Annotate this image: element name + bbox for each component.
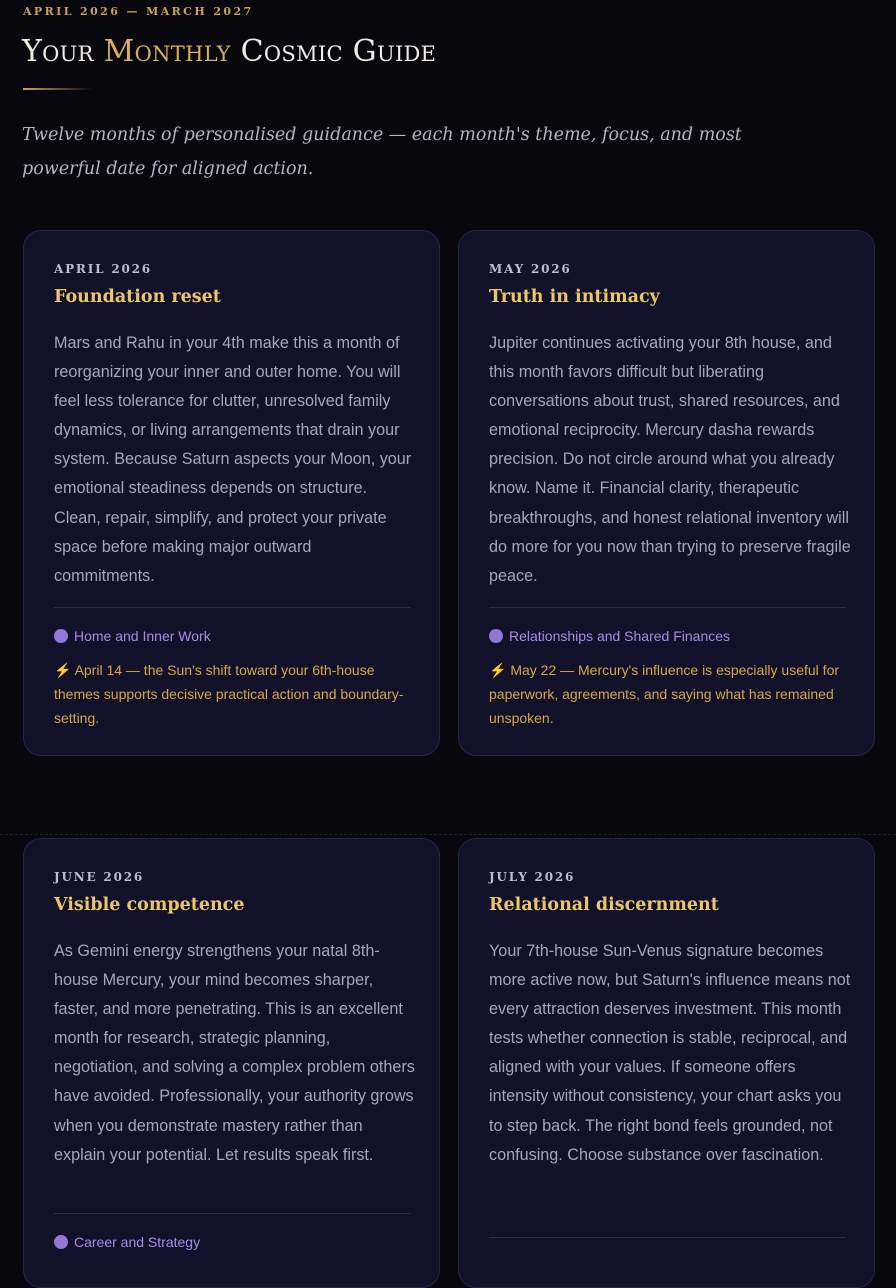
month-title: Relational discernment <box>489 895 719 915</box>
power-date-text: May 22 — Mercury's influence is especially useful for paperwork, agreements, and saying what has remained unspoken. <box>489 662 840 726</box>
month-label: MAY 2026 <box>489 262 572 276</box>
title-part-1: Your <box>22 34 104 69</box>
power-date <box>489 658 854 730</box>
month-label: JUNE 2026 <box>54 870 145 884</box>
month-body: Your 7th-house Sun-Venus signature becomes more active now, but Saturn's influence means not every attraction deserves investment. This month tests whether connection is stable, reciprocal, and aligned with your values. If someone offers intensity without consistency, your chart asks you to step back. The right bond feels grounded, not confusing. Choose substance over fascination. <box>489 942 851 1164</box>
power-date-text: April 14 — the Sun's shift toward your 6th-house themes supports decisive practical action and boundary-setting. <box>54 662 404 726</box>
card-divider <box>54 1213 411 1214</box>
month-label: JULY 2026 <box>489 870 576 884</box>
page-subtitle: Twelve months of personalised guidance — each month's theme, focus, and most powerful date for aligned action. <box>22 125 742 179</box>
lightning-icon: ⚡ <box>54 662 72 678</box>
title-underline <box>23 88 93 90</box>
period-label: APRIL 2026 — MARCH 2027 <box>23 5 254 18</box>
month-theme <box>54 1234 200 1250</box>
month-theme <box>489 628 730 644</box>
page-title <box>22 34 436 69</box>
month-card-april <box>23 230 440 756</box>
month-body: Jupiter continues activating your 8th house, and this month favors difficult but liberating conversations about trust, shared resources, and emotional reciprocity. Mercury dasha rewards precision. Do not circle around what you already know. Name it. Financial clarity, therapeutic breakthroughs, and honest relational inventory will do more for you now than trying to preserve fragile peace. <box>489 334 851 585</box>
title-part-2: Cosmic Guide <box>230 34 437 69</box>
lightning-icon: ⚡ <box>489 662 507 678</box>
section-divider <box>0 834 896 835</box>
month-card-june <box>23 838 440 1288</box>
month-theme-label: Home and Inner Work <box>74 628 211 644</box>
power-date <box>54 658 419 730</box>
month-card-may <box>458 230 875 756</box>
purple-dot-icon <box>489 629 503 643</box>
month-body: Mars and Rahu in your 4th make this a month of reorganizing your inner and outer home. You will feel less tolerance for clutter, unresolved family dynamics, or living arrangements that drain your system. Because Saturn aspects your Moon, your emotional steadiness depends on structure. Clean, repair, simplify, and protect your private space before making major outward commitments. <box>54 334 412 585</box>
month-title: Foundation reset <box>54 287 221 307</box>
month-label: APRIL 2026 <box>54 262 152 276</box>
month-card-july <box>458 838 875 1288</box>
card-divider <box>54 607 411 608</box>
month-theme-label: Relationships and Shared Finances <box>509 628 731 644</box>
title-accent: Monthly <box>103 34 231 69</box>
month-theme-label: Career and Strategy <box>74 1234 201 1250</box>
month-title: Visible competence <box>54 895 245 915</box>
purple-dot-icon <box>54 629 68 643</box>
card-divider <box>489 1237 846 1238</box>
month-title: Truth in intimacy <box>489 287 660 307</box>
card-divider <box>489 607 846 608</box>
month-body: As Gemini energy strengthens your natal 8th-house Mercury, your mind becomes sharper, faster, and more penetrating. This is an excellent month for research, strategic planning, negotiation, and solving a complex problem others have avoided. Professionally, your authority grows when you demonstrate mastery rather than explain your potential. Let results speak first. <box>54 942 415 1164</box>
purple-dot-icon <box>54 1235 68 1249</box>
month-theme <box>54 628 211 644</box>
